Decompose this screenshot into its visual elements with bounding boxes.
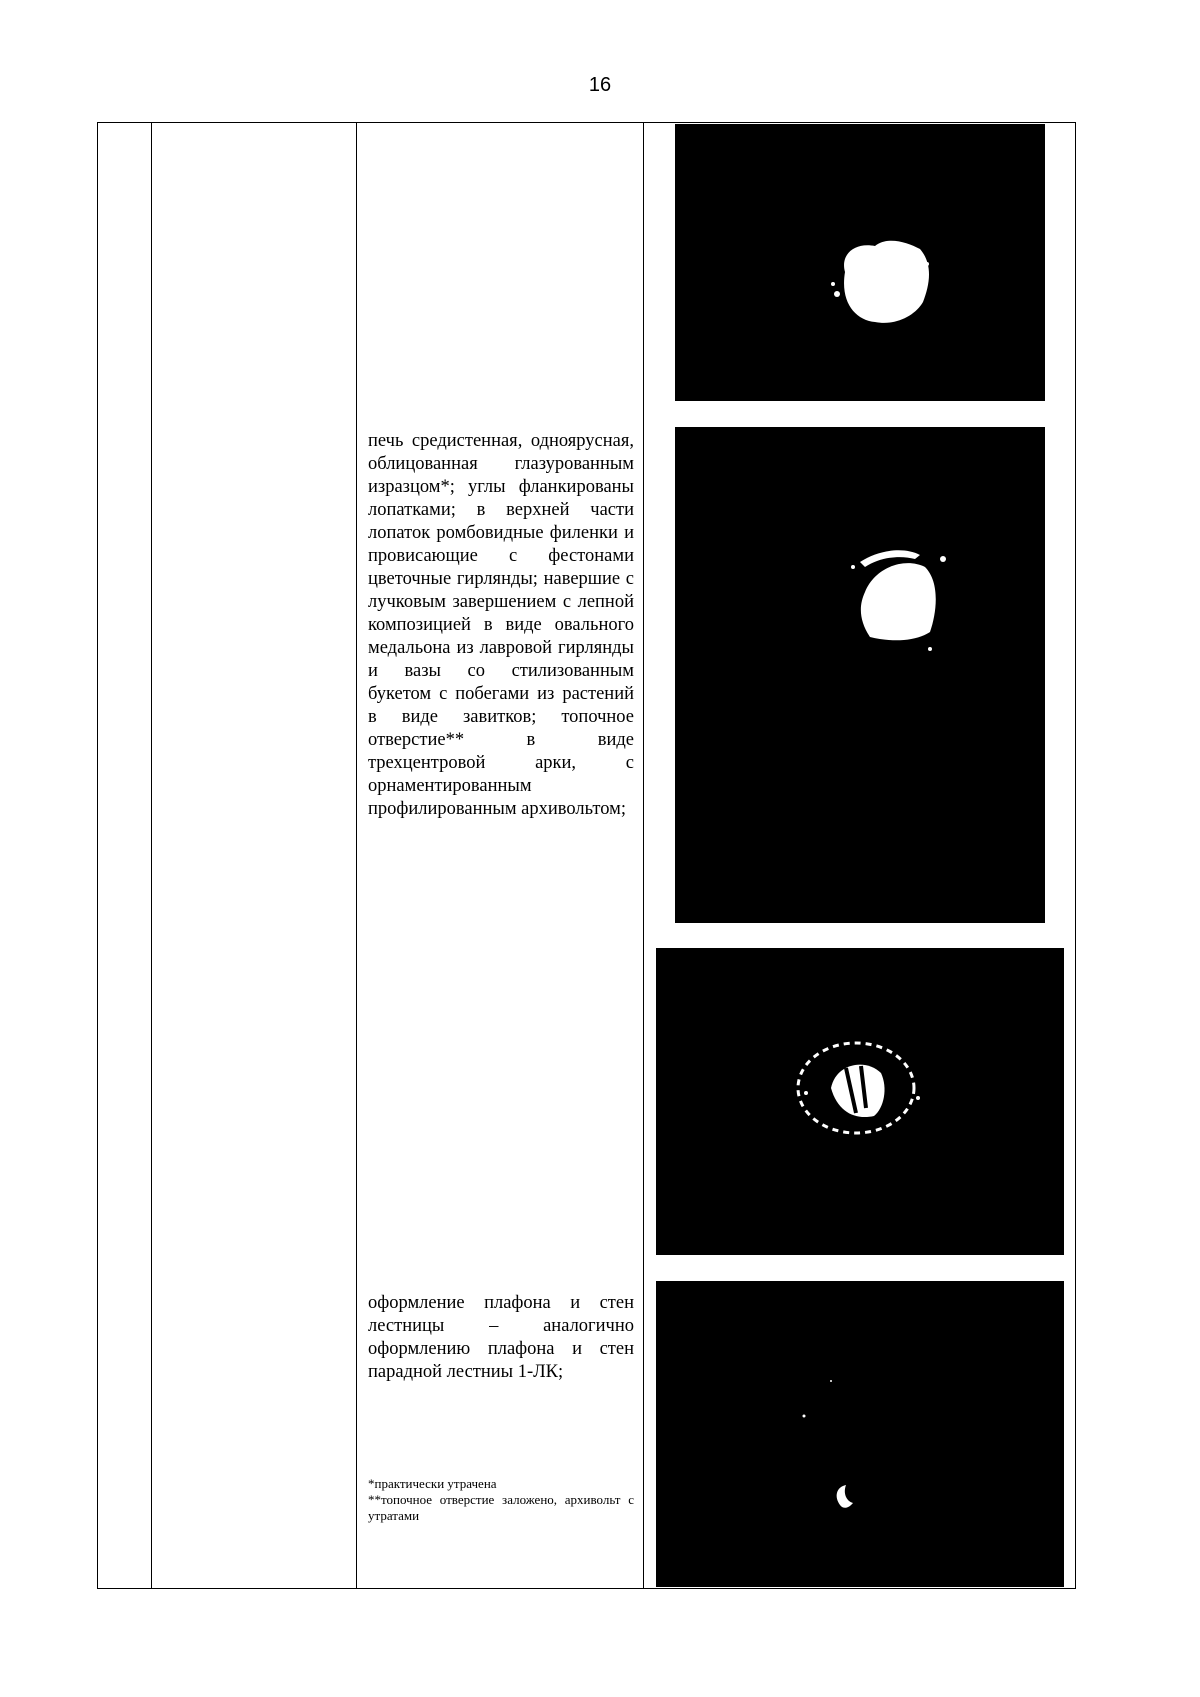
stove-description: печь средистенная, одноярусная, облицованная глазурованным изразцом*; углы фланкированы лопатками; в верхней части лопаток ромбовидные филенки и провисающие с фестонами цветочные гирлянды; навершие с лучковым завершением с лепной композицией в виде овального медальона из лавровой гирлянды и вазы со стилизованным букетом с побегами из растений в виде завитков; топочное отверстие** в виде трехцентровой арки, с орнаментированным профилированным архивольтом; [368, 431, 634, 819]
column-divider-1 [151, 122, 152, 1589]
footnote-1: *практически утрачена [368, 1476, 497, 1491]
footnotes [368, 1476, 634, 1524]
photo-stove-top [675, 124, 1045, 401]
photo-stair-image [656, 1281, 1064, 1587]
photo-stove-top-image [675, 124, 1045, 401]
column-divider-3 [643, 122, 644, 1589]
photo-stove-opening-image [656, 948, 1064, 1255]
page-number: 16 [588, 74, 612, 96]
photo-stove-full [675, 427, 1045, 923]
footnote-2: **топочное отверстие заложено, архивольт с утратами [368, 1492, 634, 1523]
photo-stove-full-image [675, 427, 1045, 923]
photo-stove-opening [656, 948, 1064, 1255]
stair-description: оформление плафона и стен лестницы – аналогично оформлению плафона и стен парадной лестниы 1-ЛК; [368, 1293, 634, 1382]
photo-stair [656, 1281, 1064, 1587]
column-divider-2 [356, 122, 357, 1589]
